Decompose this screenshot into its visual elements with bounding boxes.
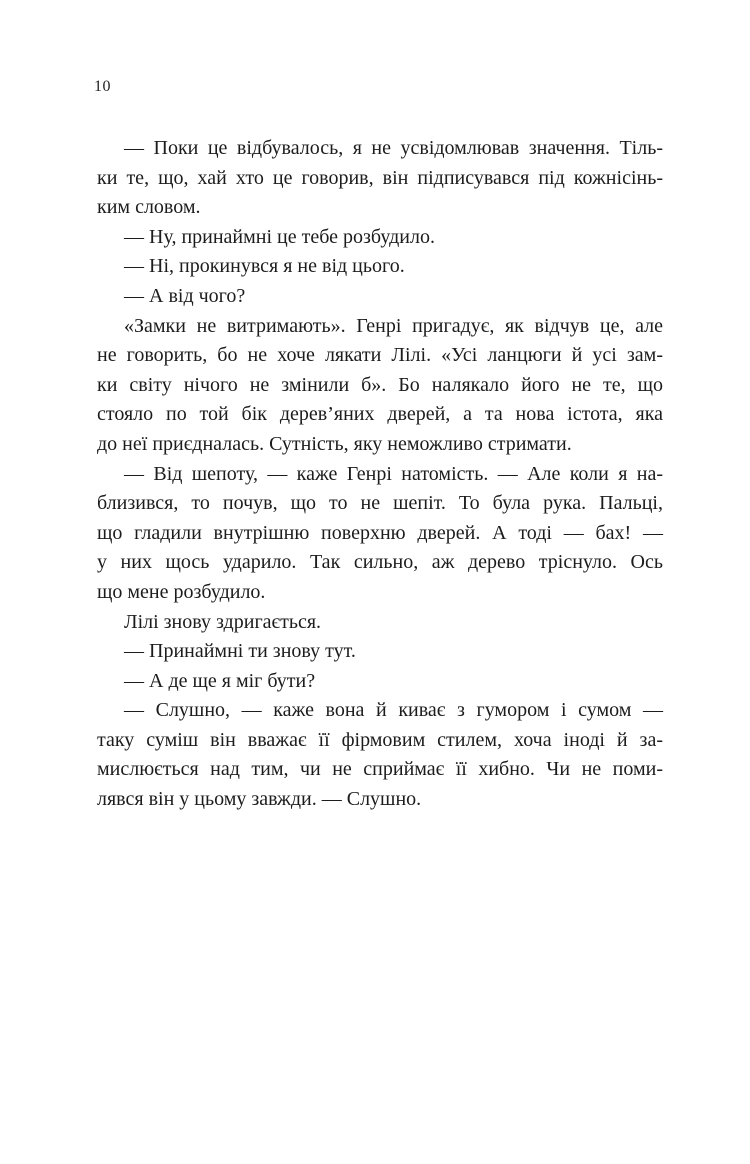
paragraph [97,223,663,253]
text-line: у них щось ударило. Так сильно, аж дерево тріснуло. Ось [97,551,663,574]
text-line: — А від чого? [124,284,246,307]
text-line: не говорить, бо не хоче лякати Лілі. «Усі ланцюги й усі зам- [97,344,663,367]
paragraph [97,282,663,312]
text-line: — А де ще я міг бути? [124,669,316,692]
text-line: Лілі знову здригається. [124,610,322,633]
text-line: що мене розбудило. [97,580,266,603]
paragraph [97,608,663,638]
text-line: близився, то почув, що то не шепіт. То була рука. Пальці, [97,492,663,515]
text-line: — Ну, принаймні це тебе розбудило. [124,225,435,248]
text-line: що гладили внутрішню поверхню дверей. А тоді — бах! — [97,521,663,544]
paragraph [97,696,663,814]
text-line: таку суміш він вважає її фірмовим стилем, хоча іноді й за- [97,728,663,751]
paragraph [97,637,663,667]
text-line: — Поки це відбувалось, я не усвідомлював значення. Тіль- [124,137,663,159]
page-number: 10 [94,78,111,95]
text-line: стояло по той бік дерев’яних дверей, а та нова істота, яка [97,403,663,426]
text-line: «Замки не витримають». Генрі пригадує, як відчув це, але [124,314,663,337]
text-line: — Від шепоту, — каже Генрі натомість. — Але коли я на- [124,462,663,485]
text-line: — Ні, прокинувся я не від цього. [124,255,405,278]
paragraph [97,667,663,697]
text-line: — Слушно, — каже вона й киває з гумором і сумом — [124,699,663,722]
text-line: до неї приєдналась. Сутність, яку неможливо стримати. [97,432,572,455]
text-line: — Принаймні ти знову тут. [124,640,356,663]
paragraph [97,312,663,460]
text-line: ки те, що, хай хто це говорив, він підписувався під кожнісінь- [97,166,663,189]
paragraph [97,460,663,608]
text-line: мислюється над тим, чи не сприймає її хибно. Чи не поми- [97,758,663,781]
text-line: ким словом. [97,196,201,219]
paragraph [97,134,663,223]
text-line: ки світу нічого не змінили б». Бо налякало його не те, що [97,373,663,396]
text-block [97,134,663,815]
paragraph [97,252,663,282]
text-line: лявся він у цьому завжди. — Слушно. [97,788,422,811]
